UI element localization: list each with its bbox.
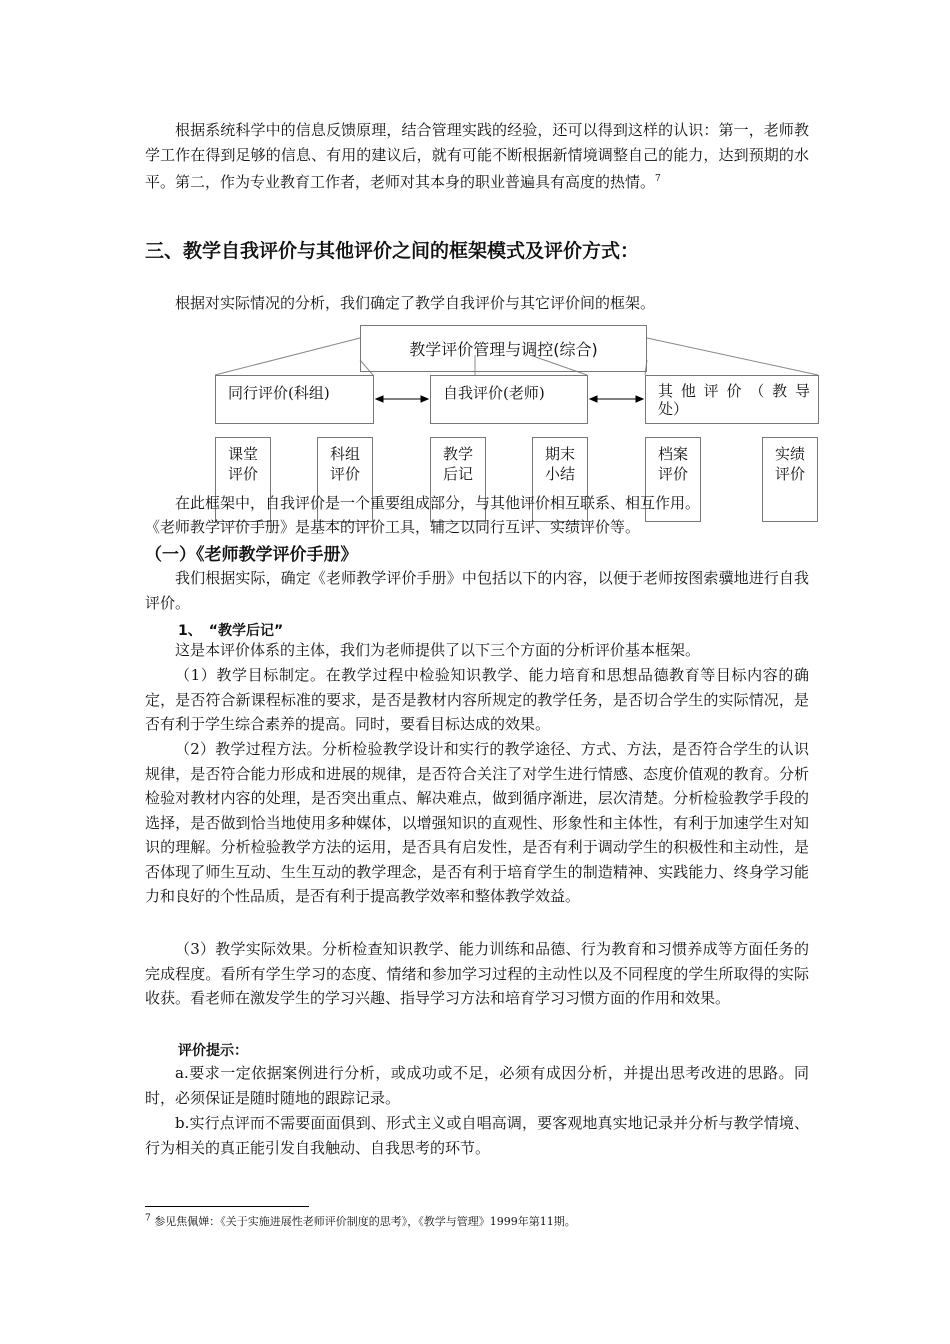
- footnote-text: 参见焦佩婵：《关于实施进展性老师评价制度的思考》，《教学与管理》1999年第11期。: [154, 1215, 576, 1228]
- subheading-teaching-notes: 1、 “教学后记”: [178, 623, 284, 639]
- evaluation-tips-title: 评价提示：: [178, 1043, 248, 1059]
- section-heading-one: （一）《老师教学评价手册》: [145, 545, 358, 565]
- manual-paragraph: 我们根据实际，确定《老师教学评价手册》中包括以下的内容，以便于老师按图索骥地进行自我评价。: [145, 569, 809, 612]
- section-heading-three: 三、教学自我评价与其他评价之间的框架模式及评价方式：: [145, 240, 640, 262]
- diagram-box-classroom-evaluation: 课堂 评价: [215, 437, 271, 522]
- tip-b-paragraph: b.实行点评而不需要面面俱到、形式主义或自唱高调，要客观地真实地记录并分析与教学情境、行为相关的真正能引发自我触动、自我思考的环节。: [145, 1114, 809, 1157]
- diagram-box-integrated-management: 教学评价管理与调控(综合): [360, 325, 647, 372]
- diagram-box-archive-evaluation: 档案 评价: [645, 437, 701, 522]
- after-diagram-paragraph-1: 在此框架中，自我评价是一个重要组成部分，与其他评价相互联系、相互作用。: [175, 494, 701, 512]
- intro-paragraph: 根据系统科学中的信息反馈原理，结合管理实践的经验，还可以得到这样的认识：第一，老师教学工作在得到足够的信息、有用的建议后，就有可能不断根据新情境调整自己的能力，达到预期的水平。第二，作为专业教育工作者，老师对其本身的职业普遍具有高度的热情。$^7$: [145, 121, 809, 191]
- teaching-goal-paragraph: （1）教学目标制定。在教学过程中检验知识教学、能力培育和思想品德教育等目标内容的确定，是否符合新课程标准的要求，是否是教材内容所规定的教学任务，是否切合学生的实际情况，是否有利于学生综合素养的提高。同时，要看目标达成的效果。: [145, 666, 809, 733]
- teaching-process-paragraph: （2）教学过程方法。分析检验教学设计和实行的教学途径、方式、方法，是否符合学生的认识规律，是否符合能力形成和进展的规律，是否符合关注了对学生进行情感、态度价值观的教育。分析检验对教材内容的处理，是否突出重点、解决难点，做到循序渐进，层次清楚。分析检验教学手段的选择，是否做到恰当地使用多种媒体，以增强知识的直观性、形象性和主体性，有利于加速学生对知识的理解。分析检验教学方法的运用，是否具有启发性，是否有利于调动学生的积极性和主动性，是否体现了师生互动、生生互动的教学理念，是否有利于培育学生的制造精神、实践能力、终身学习能力和良好的个性品质，是否有利于提高教学效率和整体教学效益。: [145, 740, 809, 905]
- diagram-box-other-evaluation: 其 他 评 价 （ 教 导 处）: [645, 375, 819, 424]
- framework-paragraph: 根据对实际情况的分析，我们确定了教学自我评价与其它评价间的框架。: [175, 294, 656, 312]
- diagram-box-self-evaluation: 自我评价(老师): [430, 375, 588, 424]
- main-body-paragraph: 这是本评价体系的主体，我们为老师提供了以下三个方面的分析评价基本框架。: [175, 641, 701, 659]
- after-diagram-paragraph-2: 《老师教学评价手册》是基本的评价工具，辅之以同行互评、实绩评价等。: [145, 518, 641, 536]
- diagram-box-teaching-notes: 教学 后记: [430, 437, 486, 522]
- diagram-box-term-summary: 期末 小结: [532, 437, 588, 522]
- footnote-divider: [145, 1206, 309, 1207]
- diagram-box-performance-evaluation: 实绩 评价: [762, 437, 818, 522]
- diagram-box-group-evaluation: 科组 评价: [317, 437, 373, 522]
- footnote-ref[interactable]: 7: [655, 174, 661, 184]
- footnote: [145, 1213, 576, 1229]
- diagram-box-peer-evaluation: 同行评价(科组): [215, 375, 374, 424]
- footnote-number: 7: [145, 1213, 151, 1224]
- tip-a-paragraph: a.要求一定依据案例进行分析，或成功或不足，必须有成因分析，并提出思考改进的思路。同时，必须保证是随时随地的跟踪记录。: [145, 1064, 809, 1107]
- teaching-effect-paragraph: （3）教学实际效果。分析检查知识教学、能力训练和品德、行为教育和习惯养成等方面任务的完成程度。看所有学生学习的态度、情绪和参加学习过程的主动性以及不同程度的学生所取得的实际收获。看老师在激发学生的学习兴趣、指导学习方法和培育学习习惯方面的作用和效果。: [145, 940, 809, 1007]
